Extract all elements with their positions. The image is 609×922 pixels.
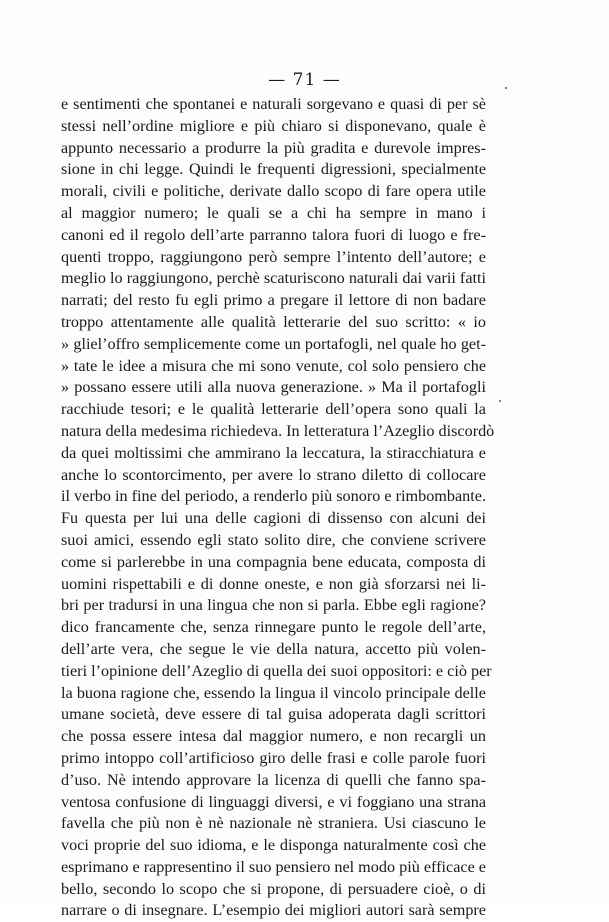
text-line: che possa essere intesa dal maggior numero, e non recargli un [61, 727, 486, 746]
text-line: esprimano e rappresentino il suo pensiero nel modo più efficace e [61, 857, 486, 876]
text-line: morali, civili e politiche, derivate dallo scopo di fare opera utile [61, 182, 486, 201]
text-line: tieri l’opinione dell’Azeglio di quella dei suoi oppositori: e ciò per [61, 661, 492, 680]
scan-speck [505, 87, 507, 89]
text-line: racchiude tesori; e le qualità letterarie dell’opera sono quali la [61, 400, 486, 419]
text-line: umane società, deve essere di tal guisa adoperata dagli scrittori [61, 705, 486, 724]
text-line: natura della medesima richiedeva. In letteratura l’Azeglio discordò [61, 421, 495, 440]
text-line: al maggior numero; le quali se a chi ha sempre in mano i [61, 203, 486, 222]
text-line: » possano essere utili alla nuova generazione. » Ma il portafogli [61, 378, 486, 397]
text-line: dico francamente che, senza rinnegare punto le regole dell’arte, [61, 618, 486, 637]
text-line: anche lo scontorcimento, per avere lo strano diletto di collocare [61, 465, 486, 484]
text-line: appunto necessario a produrre la più gradita e durevole impres- [61, 138, 486, 157]
text-line: canoni ed il regolo dell’arte parranno talora fuori di luogo e fre- [61, 225, 486, 244]
text-line: » gliel’offro semplicemente come un portafogli, nel quale ho get- [61, 334, 486, 353]
text-line: sione in chi legge. Quindi le frequenti digressioni, specialmente [61, 160, 486, 179]
text-line: » tate le idee a misura che mi sono venute, col solo pensiero che [61, 356, 486, 375]
text-line: narrati; del resto fu egli primo a pregare il lettore di non badare [61, 291, 486, 310]
text-line: narrare o di insegnare. L’esempio dei migliori autori sarà sempre [61, 901, 486, 920]
text-line: favella che più non è nè nazionale nè straniera. Usi ciascuno le [61, 814, 486, 833]
text-line: bri per tradursi in una lingua che non si parla. Ebbe egli ragione? [61, 596, 486, 615]
scan-speck [499, 400, 501, 402]
text-line: suoi amici, essendo egli stato solito dire, che conviene scrivere [61, 530, 486, 549]
text-line: primo intoppo coll’artificioso giro delle frasi e colle parole fuori [61, 748, 486, 767]
text-line: ventosa confusione di linguaggi diversi, e vi foggiano una strana [61, 792, 486, 811]
text-line: uomini rispettabili e di donne oneste, e non già sforzarsi nei li- [61, 574, 486, 593]
text-line: quenti troppo, raggiungono però sempre l’intento dell’autore; e [61, 247, 486, 266]
text-line: come si parlerebbe in una compagnia bene educata, composta di [61, 552, 486, 571]
body-text [61, 94, 495, 922]
text-line: meglio lo raggiungono, perchè scaturiscono naturali dai varii fatti [61, 269, 486, 288]
text-line: troppo attentamente alle qualità letterarie del suo scritto: « io [61, 312, 486, 331]
text-line: dell’arte vera, che segue le vie della natura, accetto più volen- [61, 639, 486, 658]
text-line: il verbo in fine del periodo, a renderlo più sonoro e rimbombante. [61, 487, 486, 506]
text-line: bello, secondo lo scopo che si propone, di persuadere cioè, o di [61, 879, 486, 898]
text-line: stessi nell’ordine migliore e più chiaro si disponevano, quale è [61, 116, 486, 135]
text-line: d’uso. Nè intendo approvare la licenza di quelli che fanno spa- [61, 770, 486, 789]
page-number: — 71 — [268, 70, 341, 90]
text-line: e sentimenti che spontanei e naturali sorgevano e quasi di per sè [61, 95, 486, 113]
text-line: da quei moltissimi che ammirano la leccatura, la stiracchiatura e [61, 443, 486, 462]
text-line: voci proprie del suo idioma, e le disponga naturalmente così che [61, 836, 486, 855]
text-line: la buona ragione che, essendo la lingua il vincolo principale delle [61, 683, 486, 702]
text-line: Fu questa per lui una delle cagioni di dissenso con alcuni dei [61, 509, 486, 528]
